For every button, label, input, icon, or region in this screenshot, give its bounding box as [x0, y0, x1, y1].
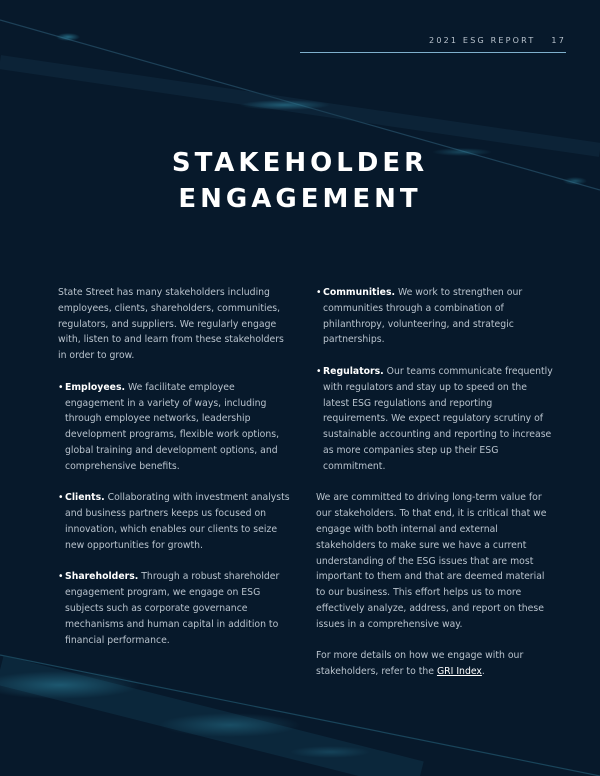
- title-line-2: ENGAGEMENT: [178, 184, 422, 214]
- list-item-shareholders: [58, 569, 293, 648]
- item-text: Collaborating with investment analysts and business partners keeps us focused on innovation, which enables our clients to seize new opportunities for growth.: [65, 492, 290, 551]
- item-text: We facilitate employee engagement in a variety of ways, including through employee networks, leadership development programs, flexible work options, global training and development options, and comprehensive benefits.: [65, 381, 280, 472]
- details-end: .: [481, 666, 485, 678]
- item-lead: Clients.: [65, 492, 105, 504]
- header-divider: [300, 52, 566, 53]
- left-column: [58, 285, 293, 664]
- title-line-1: STAKEHOLDER: [171, 148, 429, 178]
- bullet: •: [58, 381, 64, 393]
- page-number: 17: [551, 36, 566, 45]
- item-text: Our teams communicate frequently with regulators and stay up to speed on the latest ESG regulations and reporting requirements. We expect regulatory scrutiny of sustainable accounting and reporting to increase as more companies step up their ESG commitment.: [323, 365, 553, 472]
- right-column: [316, 285, 556, 696]
- list-item-employees: [58, 380, 293, 475]
- intro-paragraph: State Street has many stakeholders including employees, clients, shareholders, communities, regulators, and suppliers. We regularly engage with, listen to and learn from these stakeholders in order to grow.: [58, 287, 284, 362]
- item-lead: Employees.: [65, 381, 126, 393]
- bullet: •: [316, 287, 322, 298]
- bullet: •: [58, 492, 64, 504]
- item-lead: Shareholders.: [65, 571, 139, 583]
- list-item-regulators: [316, 364, 556, 475]
- commitment-paragraph: We are committed to driving long-term value for our stakeholders. To that end, it is critical that we engage with both internal and external stakeholders to make sure we have a current understanding of the ESG issues that are most important to them and that are deemed material to our business. This effort helps us to more effectively analyze, address, and report on these issues in a comprehensive way.: [316, 492, 547, 630]
- gri-index-link[interactable]: GRI Index: [436, 666, 482, 678]
- page-header: [429, 36, 566, 45]
- details-text: For more details on how we engage with our stakeholders, refer to the: [316, 650, 524, 678]
- item-lead: Communities.: [323, 287, 396, 298]
- bullet: •: [58, 571, 64, 583]
- item-text: Through a robust shareholder engagement program, we engage on ESG subjects such as corporate governance mechanisms and human capital in addition to financial performance.: [65, 571, 280, 646]
- details-paragraph: [316, 648, 556, 680]
- bullet: •: [316, 365, 322, 377]
- item-text: We work to strengthen our communities through a combination of philanthropy, volunteering, and strategic partnerships.: [323, 287, 523, 346]
- item-lead: Regulators.: [323, 365, 384, 377]
- report-name: 2021 ESG REPORT: [429, 36, 536, 45]
- list-item-communities: [316, 285, 556, 348]
- page-title: [0, 145, 600, 217]
- list-item-clients: [58, 490, 293, 553]
